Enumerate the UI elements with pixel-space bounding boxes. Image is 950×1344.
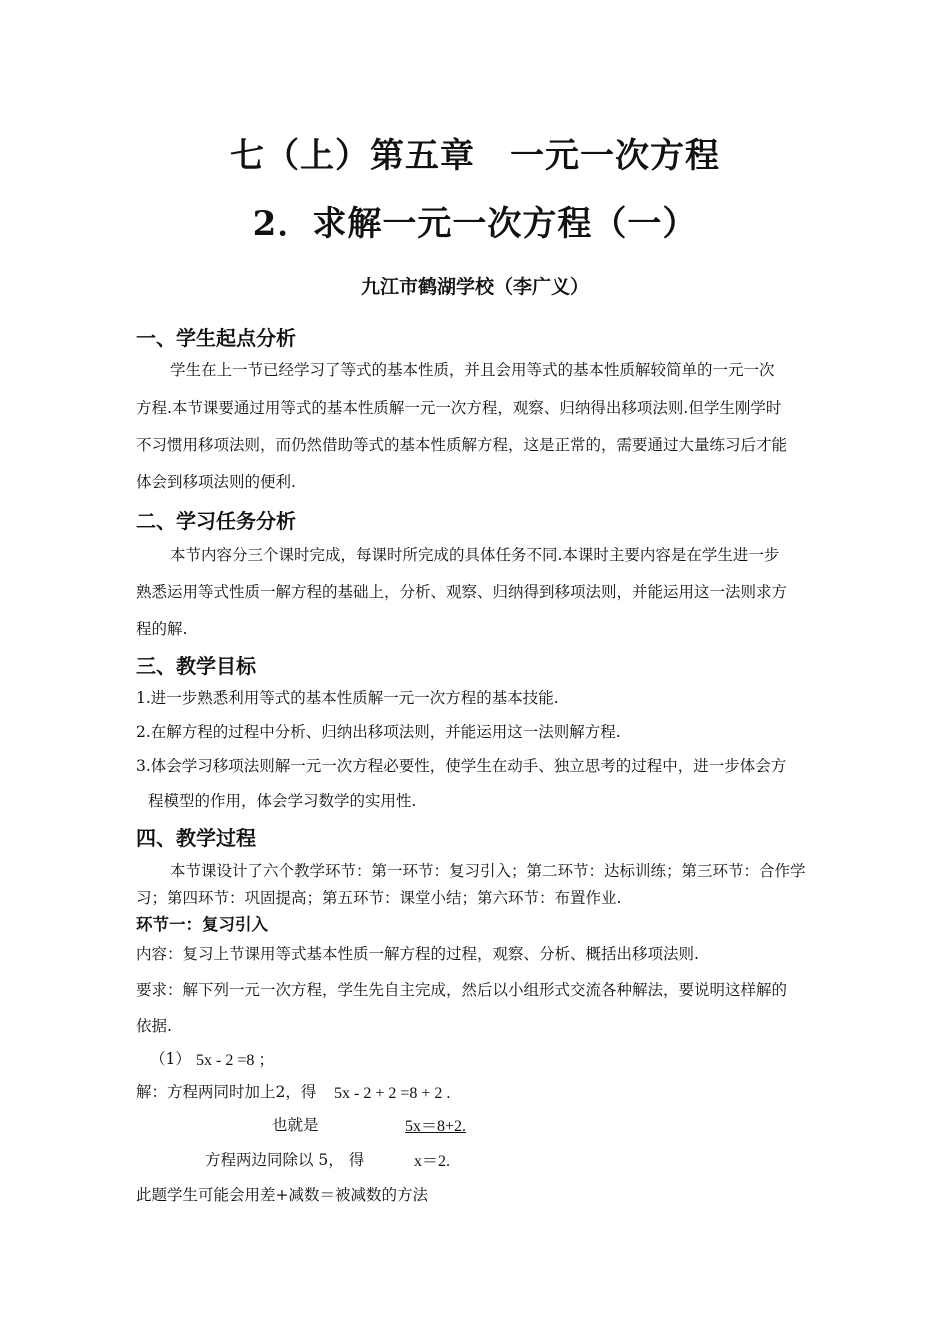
section-heading-3: 三、教学目标 [136, 654, 256, 678]
link-heading-1: 环节一：复习引入 [136, 915, 268, 934]
divide-equation: x＝2. [414, 1153, 451, 1170]
section-heading-4: 四、教学过程 [136, 826, 256, 850]
solution-equation: 5x - 2 + 2 =8 + 2 . [334, 1085, 451, 1102]
paragraph-line: 方程.本节课要通过用等式的基本性质解一元一次方程，观察、归纳得出移项法则.但学生刚学时 [136, 399, 782, 417]
that-is-text: 也就是 [272, 1116, 319, 1134]
document-title: 七（上）第五章 一元一次方程 [230, 136, 720, 176]
paragraph-line: 学生在上一节已经学习了等式的基本性质，并且会用等式的基本性质解较简单的一元一次 [170, 361, 775, 379]
section-heading-2: 二、学习任务分析 [136, 509, 296, 533]
author-line: 九江市鹤湖学校（李广义） [360, 276, 589, 298]
goal-item-3-cont: 程模型的作用，体会学习数学的实用性. [148, 792, 417, 810]
paragraph-line: 不习惯用移项法则，而仍然借助等式的基本性质解方程，这是正常的，需要通过大量练习后才能 [136, 436, 788, 454]
that-is-equation: 5x＝8+2. [405, 1118, 467, 1135]
paragraph-line: 本节内容分三个课时完成，每课时所完成的具体任务不同.本课时主要内容是在学生进一步 [170, 546, 780, 564]
goal-item-2: 2.在解方程的过程中分析、归纳出移项法则，并能运用这一法则解方程. [136, 723, 621, 741]
section-heading-1: 一、学生起点分析 [136, 326, 296, 350]
paragraph-line: 体会到移项法则的便利. [136, 473, 296, 491]
paragraph-line: 熟悉运用等式性质一解方程的基础上，分析、观察、归纳得到移项法则，并能运用这一法则求方 [136, 583, 788, 601]
content-line: 内容：复习上节课用等式基本性质一解方程的过程，观察、分析、概括出移项法则. [136, 945, 699, 963]
solution-line: 解：方程两同时加上2，得 [136, 1083, 317, 1101]
requirement-line: 要求：解下列一元一次方程，学生先自主完成，然后以小组形式交流各种解法，要说明这样解的 [136, 981, 788, 999]
equation-1: 5x - 2 =8 ； [196, 1052, 275, 1069]
goal-item-3: 3.体会学习移项法则解一元一次方程必要性，使学生在动手、独立思考的过程中，进一步体会方 [136, 757, 787, 775]
equation-label: （1） [150, 1050, 191, 1068]
note-line: 此题学生可能会用差+减数＝被减数的方法 [136, 1186, 428, 1204]
paragraph-line: 程的解. [136, 620, 188, 638]
paragraph-line: 习；第四环节：巩固提高；第五环节：课堂小结；第六环节：布置作业. [136, 889, 622, 907]
document-subtitle: 2．求解一元一次方程（一） [252, 204, 698, 244]
paragraph-line: 本节课设计了六个教学环节：第一环节：复习引入；第二环节：达标训练；第三环节：合作学 [170, 862, 806, 880]
goal-item-1: 1.进一步熟悉利用等式的基本性质解一元一次方程的基本技能. [136, 689, 559, 707]
divide-text: 方程两边同除以 5， 得 [205, 1151, 365, 1169]
requirement-line: 依据. [136, 1017, 172, 1035]
